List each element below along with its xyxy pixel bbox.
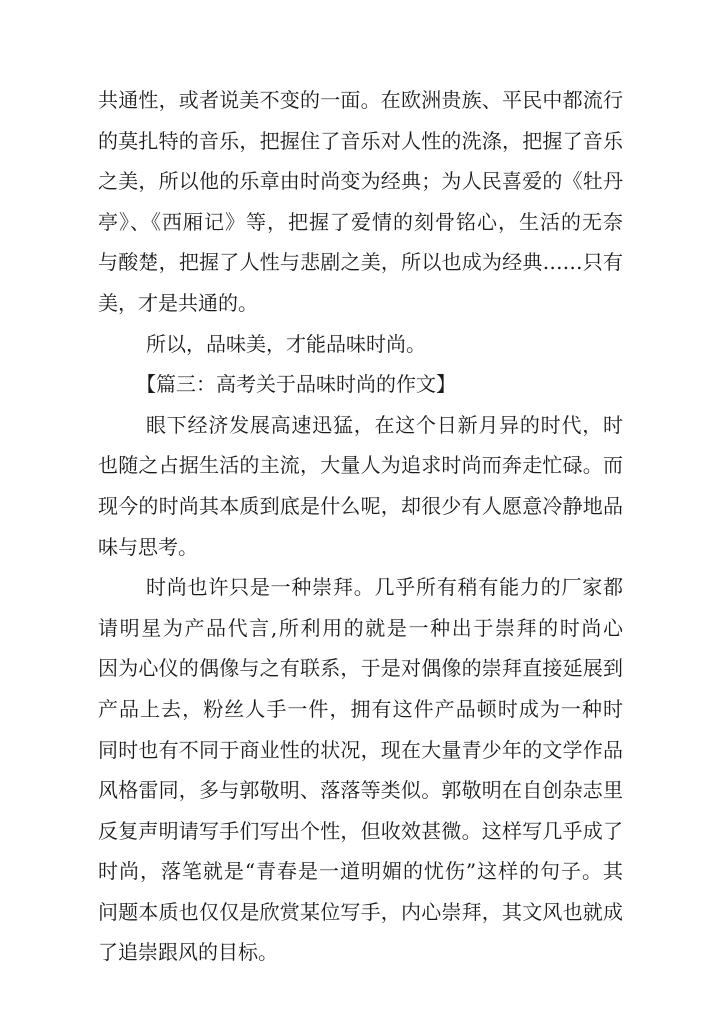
- section-heading: 【篇三：高考关于品味时尚的作文】: [136, 372, 456, 397]
- text-line: 与酸楚，把握了人性与悲剧之美，所以也成为经典……只有: [98, 250, 623, 275]
- text-line: 时尚，落笔就是“青春是一道明媚的忧伤”这样的句子。其: [98, 859, 623, 884]
- paragraph-start: 眼下经济发展高速迅猛，在这个日新月异的时代，时: [146, 412, 623, 437]
- text-line: 也随之占据生活的主流，大量人为追求时尚而奔走忙碌。而: [98, 453, 623, 478]
- paragraph-start: 时尚也许只是一种崇拜。几乎所有稍有能力的厂家都: [146, 575, 623, 600]
- document-page: [98, 80, 623, 973]
- text-line: 亭》、《西厢记》等，把握了爱情的刻骨铭心，生活的无奈: [98, 209, 623, 234]
- text-line: 请明星为产品代言,所利用的就是一种出于崇拜的时尚心: [98, 615, 623, 640]
- text-line: 了追崇跟风的目标。: [98, 940, 278, 965]
- text-line: 风格雷同，多与郭敬明、落落等类似。郭敬明在自创杂志里: [98, 778, 623, 803]
- text-line: 同时也有不同于商业性的状况，现在大量青少年的文学作品: [98, 737, 623, 762]
- paragraph-start: 所以，品味美，才能品味时尚。: [146, 331, 426, 356]
- text-line: 问题本质也仅仅是欣赏某位写手，内心崇拜，其文风也就成: [98, 899, 623, 924]
- text-line: 现今的时尚其本质到底是什么呢，却很少有人愿意冷静地品: [98, 493, 623, 518]
- text-line: 的莫扎特的音乐，把握住了音乐对人性的洗涤，把握了音乐: [98, 128, 623, 153]
- text-line: 因为心仪的偶像与之有联系，于是对偶像的崇拜直接延展到: [98, 656, 623, 681]
- text-line: 反复声明请写手们写出个性，但收效甚微。这样写几乎成了: [98, 818, 623, 843]
- text-line: 味与思考。: [98, 534, 198, 559]
- text-line: 之美，所以他的乐章由时尚变为经典；为人民喜爱的《牡丹: [98, 169, 623, 194]
- text-line: 共通性，或者说美不变的一面。在欧洲贵族、平民中都流行: [98, 88, 623, 112]
- text-line: 产品上去，粉丝人手一件，拥有这件产品顿时成为一种时: [98, 696, 623, 721]
- text-line: 美，才是共通的。: [98, 290, 258, 315]
